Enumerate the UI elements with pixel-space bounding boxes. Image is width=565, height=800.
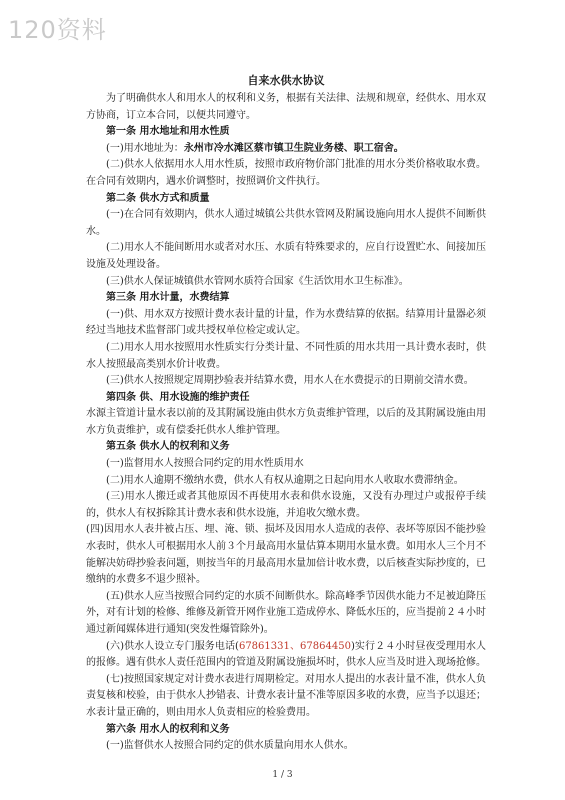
article-1-heading: 第一条 用水地址和用水性质: [106, 126, 230, 138]
page-number: 1 / 3: [272, 770, 293, 780]
article-2-item-1: (一)在合同有效期内，供水人通过城镇公共供水管网及附属设施向用水人提供不间断供水。: [86, 209, 486, 237]
article-5-item-4: (四)因用水人表井被占压、埋、淹、锁、损坏及因用水人造成的表停、表坏等原因不能抄验水表时，供水人可根据用水人前３个月最高用水量估算本期用水量水费。如用水人三个月不能解决妨碍抄验表问题，则按当年的月最高用水量加倍计收水费，以后核查实际抄度的，已缴纳的水费多不退少照补。: [86, 524, 486, 586]
article-3-item-1: (一)供、用水双方按照计费水表计量的计量，作为水费结算的依据。结算用计量器必须经过当地技术监督部门或共授权单位检定或认定。: [86, 308, 486, 337]
article-5-item-3: (三)用水人搬迁或者其他原因不再使用水表和供水设施，又没有办理过户或报停手续的，供水人有权拆除其计费水表和供水设施，并追收欠缴水费。: [86, 491, 486, 519]
article-2-heading: 第二条 供水方式和质量: [106, 192, 210, 204]
article-3-item-2: (二)用水人用水按照用水性质实行分类计量、不同性质的用水共用一具计费水表时，供水人按照最高类别水价计收费。: [86, 341, 486, 370]
article-2-item-2: (二)用水人不能间断用水或者对水压、水质有特殊要求的，应自行设置贮水、间接加压设施及处理设备。: [86, 242, 486, 270]
document-body: [86, 72, 486, 755]
article-1-item-2: (二)供水人依据用水人用水性质，按照市政府物价部门批准的用水分类价格收取水费。在合同有效期内，遇水价调整时，按照调价文件执行。: [86, 159, 486, 187]
article-5-heading: 第五条 供水人的权利和义务: [106, 441, 230, 453]
article-1-item-1: [86, 141, 486, 158]
article-6-item-1: (一)监督供水人按照合同约定的供水质量向用水人供水。: [106, 740, 354, 752]
article-4-item-1: 水源主管道计量水表以前的及其附属设施由供水方负责维护管理，以后的及其附属设施由用水方负责维护，或有偿委托供水人维护管理。: [86, 408, 486, 436]
article-5-item-7: (七)按照国家规定对计费水表进行周期检定。对用水人提出的水表计量不准，供水人负责复核和校验，由于供水人抄错表、计费水表计量不准等原因多收的水费，应当予以退还；水表计量正确的，则由用水人负责相应的检验费用。: [86, 673, 486, 718]
article-3-item-3: (三)供水人按照规定周期抄验表并结算水费，用水人在水费提示的日期前交清水费。: [106, 375, 474, 387]
address-label: (一)用水地址为：: [106, 142, 184, 154]
article-3-heading: 第三条 用水计量，水费结算: [106, 292, 230, 304]
article-2-item-3: (三)供水人保证城镇供水管网水质符合国家《生活饮用水卫生标准》。: [106, 275, 409, 287]
article-6-heading: 第六条 用水人的权利和义务: [106, 723, 230, 735]
service-phone-prefix: (六)供水人设立专门服务电话(: [106, 640, 239, 652]
article-5-item-2: (二)用水人逾期不缴纳水费，供水人有权从逾期之日起向用水人收取水费滞纳金。: [106, 474, 464, 486]
preamble: 为了明确供水人和用水人的权利和义务，根据有关法律、法规和规章，经供水、用水双方协商，订立本合同，以便共同遵守。: [86, 93, 486, 121]
document-title: 自来水供水协议: [247, 74, 325, 87]
address-value: 永州市冷水滩区蔡市镇卫生院业务楼、职工宿舍。: [183, 142, 404, 154]
article-5-item-5: (五)供水人应当按照合同约定的水质不间断供水。除高峰季节因供水能力不足被迫降压外，对有计划的检修、维修及新管开网作业施工造成停水、降低水压的，应当提前２４小时通过新闻媒体进行通知(突发性爆管除外)。: [86, 590, 486, 635]
article-5-item-1: (一)监督用水人按照合同约定的用水性质用水: [106, 458, 304, 470]
watermark: 120资料: [8, 16, 107, 44]
article-5-item-6: [86, 639, 486, 672]
article-4-heading: 第四条 供、用水设施的维护责任: [106, 391, 250, 403]
service-phone-suffix: )实行２４小时昼夜受理用水人的报修。遇有供水人责任范围内的管道及附属设施损坏时，供水人应当及时进入现场抢修。: [86, 640, 486, 669]
service-phone-numbers: 67861331、67864450: [238, 640, 351, 652]
